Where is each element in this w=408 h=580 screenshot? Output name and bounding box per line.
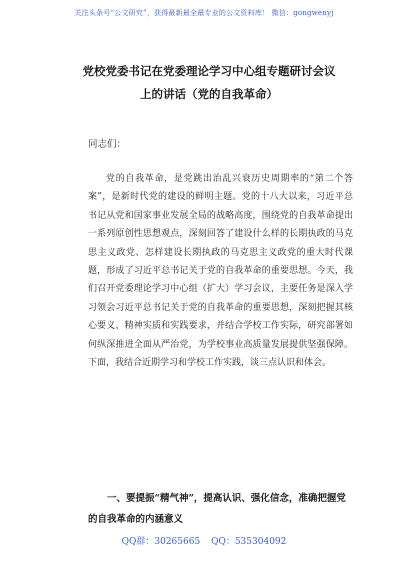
footer-qq-group: QQ群：30265665 — [121, 537, 201, 547]
salutation: 同志们： — [88, 139, 127, 150]
header-banner[interactable]: 关注头条号“公文研究”，获得最新最全最专业的公文资料库！ 微信：gongwenyj — [74, 9, 334, 17]
body-paragraph: 党的自我革命，是党跳出治乱兴衰历史周期率的“第二个答案”，是新时代党的建设的鲜明主题。党的十八大以来，习近平总书记从党和国家事业发展全局的战略高度，围绕党的自我革命提出一系列原创性思想观点，深刻回答了建设什么样的长期执政的马克思主义政党、怎样建设长期执政的马克思主义政党的重大时代课题，形成了习近平总书记关于党的自我革命的重要思想。今天，我们召开党委理论学习中心组（扩大）学习会议，主要任务是深入学习领会习近平总书记关于党的自我革命的重要思想，深刻把握其核心要义、精神实质和实践要求，并结合学校工作实际，研究部署如何纵深推进全面从严治党，为学校事业高质量发展提供坚强保障。下面，我结合近期学习和学校工作实践，谈三点认识和体会。 — [88, 174, 353, 369]
footer-banner — [0, 534, 408, 547]
section-heading: 一、要提振“精气神”，提高认识、强化信念，准确把握党的自我革命的内涵意义 — [88, 493, 346, 525]
footer-qq: QQ：535304092 — [211, 537, 287, 547]
document-title: 党校党委书记在党委理论学习中心组专题研讨会议上的讲话（党的自我革命） — [82, 64, 336, 101]
